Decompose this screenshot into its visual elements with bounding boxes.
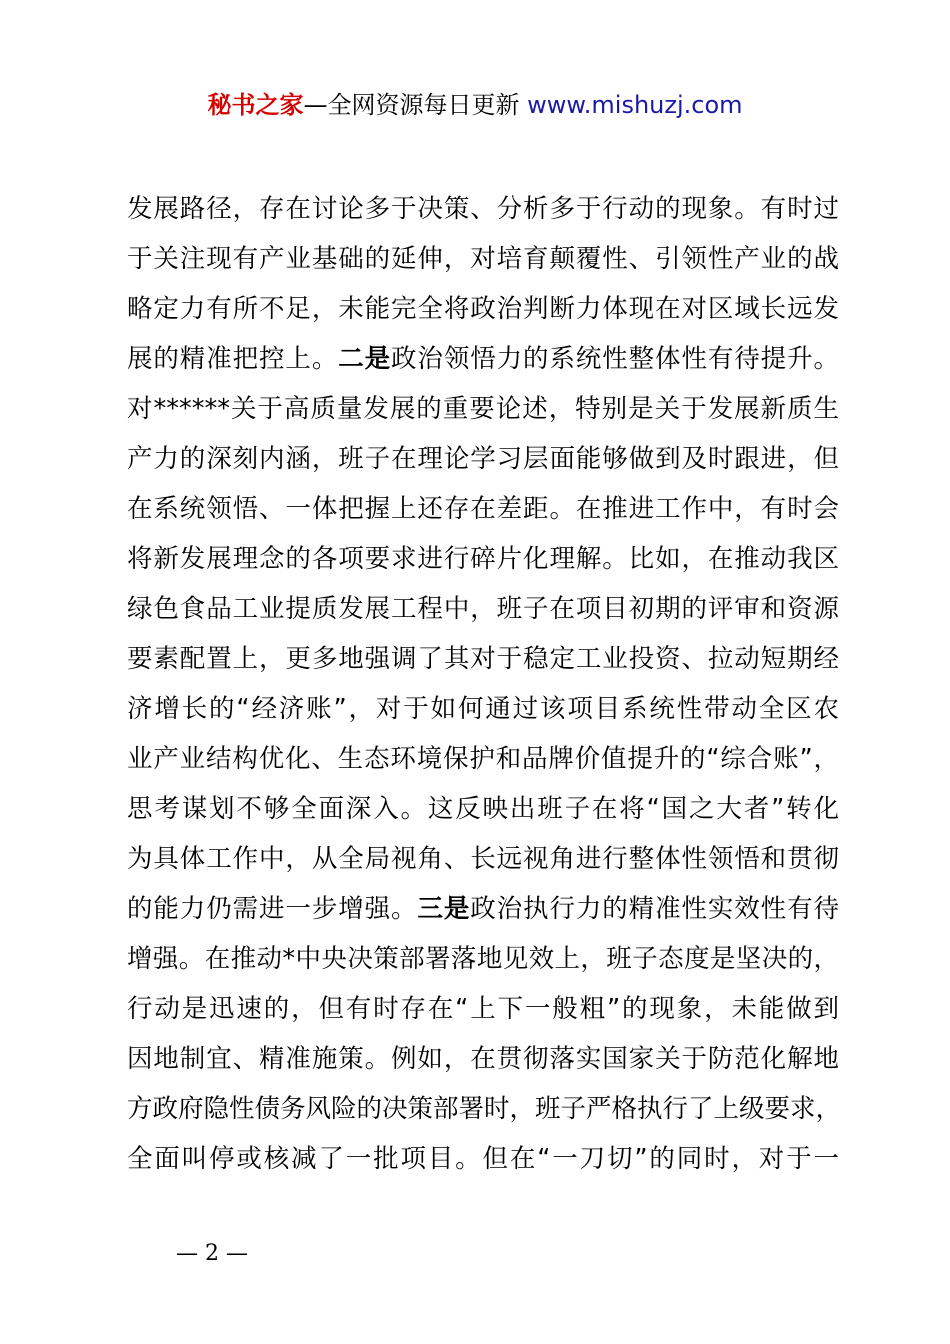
body-text <box>127 184 842 1184</box>
text-line <box>127 884 839 934</box>
text-line: 业产业结构优化、生态环境保护和品牌价值提升的“综合账”， <box>127 744 839 774</box>
text-line: 在系统领悟、一体把握上还存在差距。在推进工作中，有时会 <box>127 494 839 524</box>
text-line: 增强。在推动*中央决策部署落地见效上，班子态度是坚决的， <box>127 944 839 974</box>
text-line: 产力的深刻内涵，班子在理论学习层面能够做到及时跟进，但 <box>127 444 839 474</box>
text-run: 的能力仍需进一步增强。 <box>127 894 418 924</box>
text-line: 为具体工作中，从全局视角、长远视角进行整体性领悟和贯彻 <box>127 844 839 874</box>
emphasis-text: 三是 <box>417 894 471 924</box>
text-run: 展的精准把控上。 <box>127 344 339 374</box>
page-header <box>0 88 950 122</box>
text-line: 将新发展理念的各项要求进行碎片化理解。比如，在推动我区 <box>127 544 839 574</box>
brand-name: 秘书之家 <box>207 91 304 119</box>
header-slogan: —全网资源每日更新 <box>303 91 520 119</box>
text-line: 因地制宜、精准施策。例如，在贯彻落实国家关于防范化解地 <box>127 1044 839 1074</box>
text-run: 政治执行力的精准性实效性有待 <box>470 894 839 924</box>
text-line: 对******关于高质量发展的重要论述，特别是关于发展新质生 <box>127 394 839 424</box>
text-line: 发展路径，存在讨论多于决策、分析多于行动的现象。有时过 <box>127 194 839 224</box>
text-line: 行动是迅速的，但有时存在“上下一般粗”的现象，未能做到 <box>127 994 839 1024</box>
text-line: 略定力有所不足，未能完全将政治判断力体现在对区域长远发 <box>127 294 839 324</box>
text-line: 济增长的“经济账”，对于如何通过该项目系统性带动全区农 <box>127 694 839 724</box>
text-line: 方政府隐性债务风险的决策部署时，班子严格执行了上级要求， <box>127 1094 842 1124</box>
page-number: — 2 — <box>176 1241 248 1266</box>
text-line: 绿色食品工业提质发展工程中，班子在项目初期的评审和资源 <box>127 594 839 624</box>
text-line: 思考谋划不够全面深入。这反映出班子在将“国之大者”转化 <box>127 794 839 824</box>
text-line: 于关注现有产业基础的延伸，对培育颠覆性、引领性产业的战 <box>127 244 839 274</box>
text-line: 要素配置上，更多地强调了其对于稳定工业投资、拉动短期经 <box>127 644 839 674</box>
text-run: 政治领悟力的系统性整体性有待提升。 <box>391 344 839 374</box>
emphasis-text: 二是 <box>338 344 392 374</box>
text-line <box>127 334 839 384</box>
site-url: www.mishuzj.com <box>527 91 743 119</box>
text-line: 全面叫停或核减了一批项目。但在“一刀切”的同时，对于一 <box>127 1144 839 1174</box>
